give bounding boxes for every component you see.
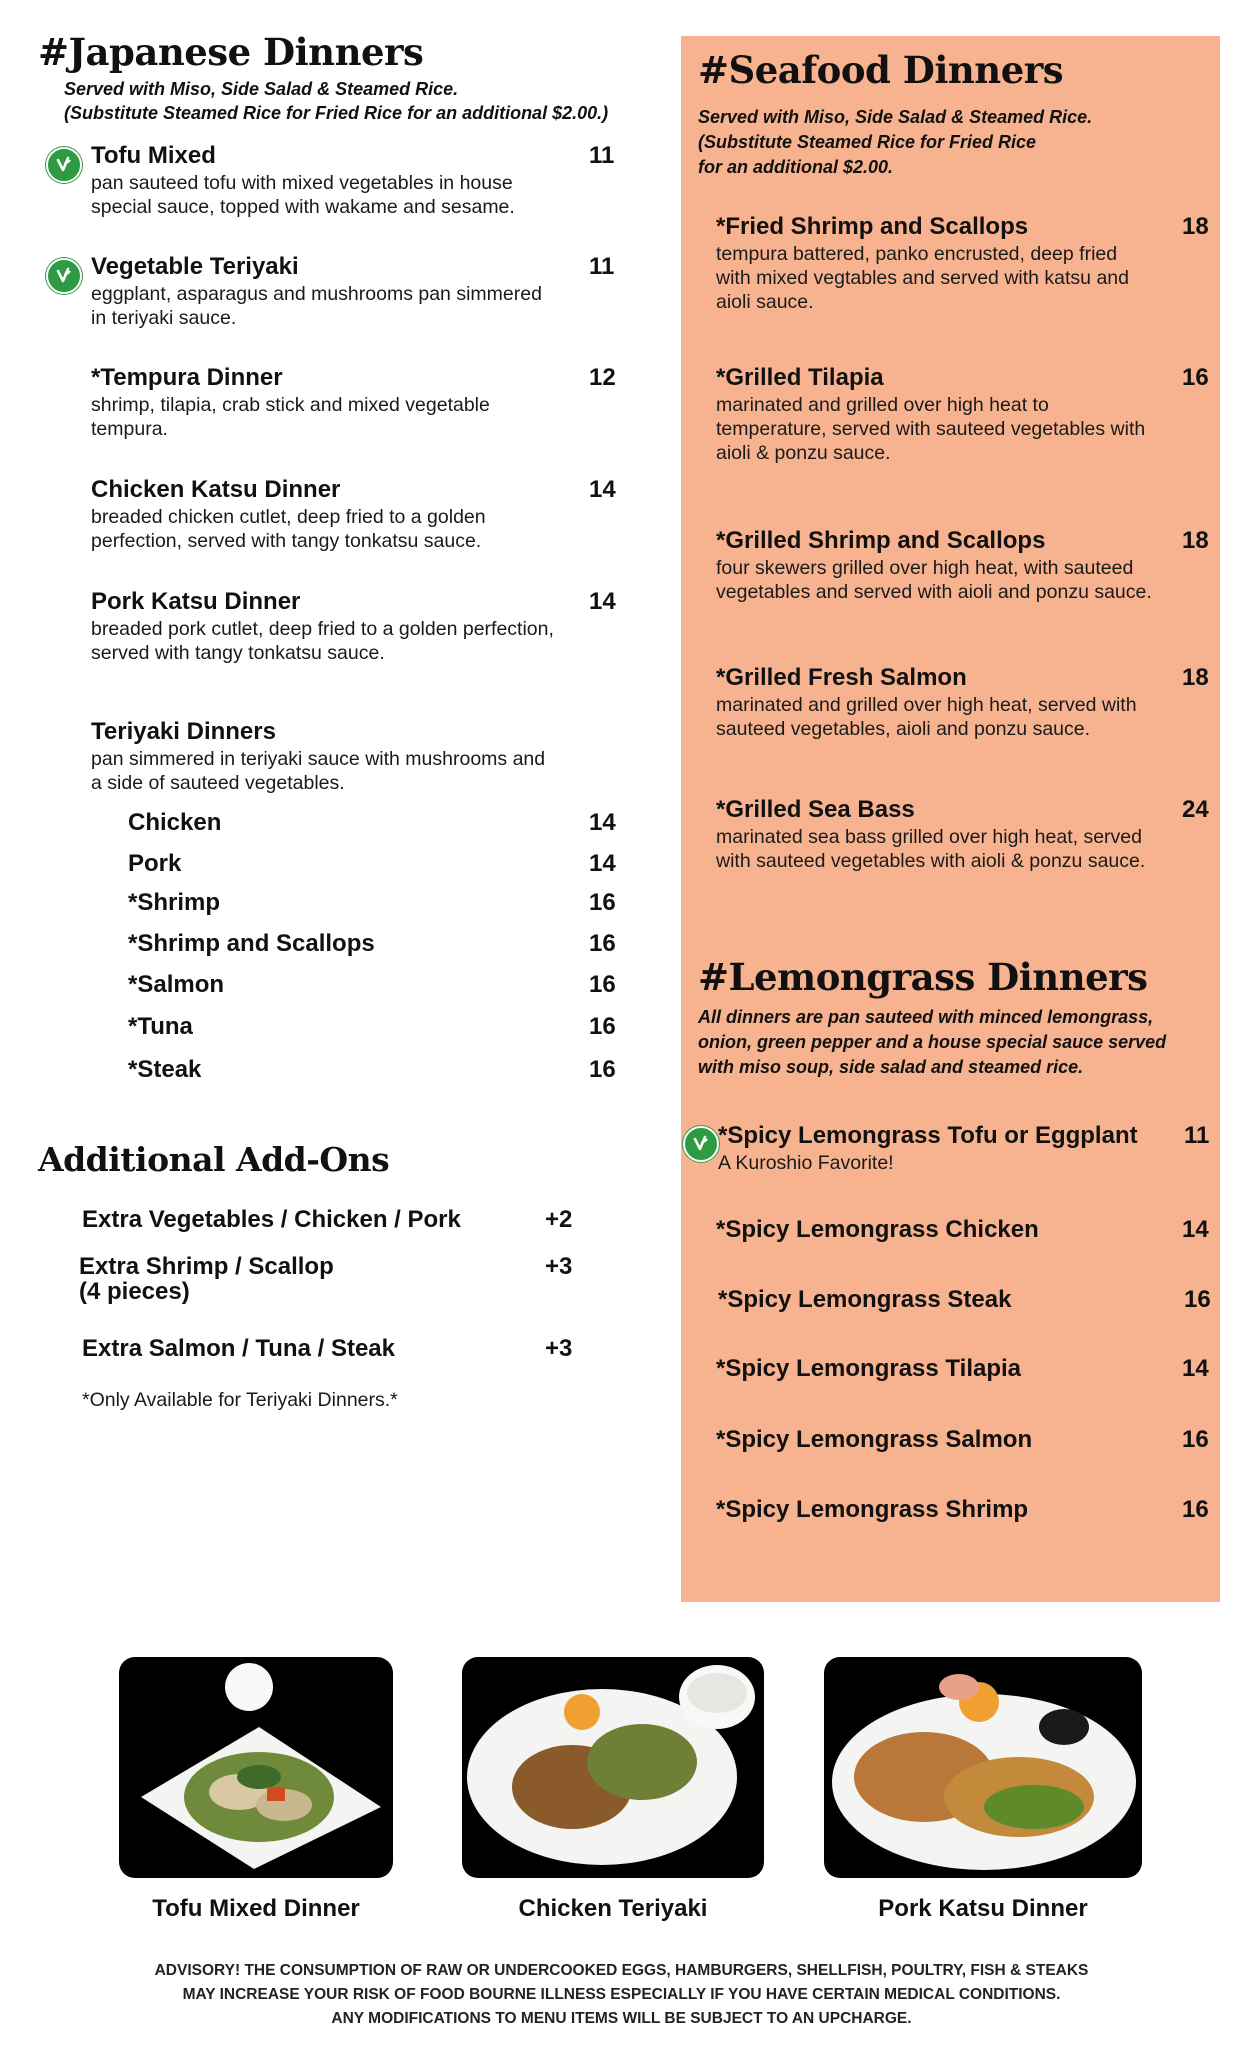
- menu-item-name: *Spicy Lemongrass Salmon: [716, 1426, 1033, 1453]
- menu-item-name: *Grilled Tilapia: [716, 364, 884, 391]
- menu-item-desc: shrimp, tilapia, crab stick and mixed vegetable: [91, 394, 490, 416]
- addon-price: +2: [545, 1206, 573, 1233]
- advisory-line-2: MAY INCREASE YOUR RISK OF FOOD BOURNE ILLNESS ESPECIALLY IF YOU HAVE CERTAIN MEDICAL CONDITIONS.: [182, 1986, 1061, 2003]
- seafood-subtitle-1: Served with Miso, Side Salad & Steamed Rice.: [698, 107, 1093, 127]
- menu-item-name: *Grilled Fresh Salmon: [716, 664, 967, 691]
- menu-item-price: 14: [589, 588, 616, 615]
- menu-item-name: *Tempura Dinner: [91, 364, 283, 391]
- lemongrass-subtitle-2: onion, green pepper and a house special sauce served: [698, 1032, 1167, 1052]
- menu-item-name: *Grilled Shrimp and Scallops: [716, 527, 1046, 554]
- menu-item-desc: breaded pork cutlet, deep fried to a golden perfection,: [91, 618, 554, 640]
- addons-title: Additional Add-Ons: [38, 1140, 390, 1179]
- menu-item-name: *Spicy Lemongrass Tofu or Eggplant: [718, 1122, 1138, 1149]
- menu-item-desc: special sauce, topped with wakame and sesame.: [91, 196, 515, 218]
- teriyaki-option-price: 16: [589, 889, 616, 916]
- menu-item-name: Tofu Mixed: [91, 142, 216, 169]
- menu-item-desc: in teriyaki sauce.: [91, 307, 237, 329]
- lemongrass-title: #Lemongrass Dinners: [698, 955, 1148, 999]
- lemongrass-subtitle-3: with miso soup, side salad and steamed rice.: [698, 1057, 1084, 1077]
- teriyaki-desc: a side of sauteed vegetables.: [91, 772, 345, 794]
- teriyaki-option-name: Chicken: [128, 809, 222, 836]
- menu-item-desc: perfection, served with tangy tonkatsu sauce.: [91, 530, 482, 552]
- japanese-subtitle-1: Served with Miso, Side Salad & Steamed Rice.: [64, 79, 459, 99]
- menu-item-name: Vegetable Teriyaki: [91, 253, 299, 280]
- menu-item-price: 14: [1182, 1216, 1209, 1243]
- teriyaki-option-name: *Steak: [128, 1056, 202, 1083]
- menu-item-price: 18: [1182, 527, 1209, 554]
- teriyaki-option-name: *Tuna: [128, 1013, 193, 1040]
- photo-caption: Tofu Mixed Dinner: [152, 1895, 360, 1922]
- menu-item-desc: breaded chicken cutlet, deep fried to a golden: [91, 506, 486, 528]
- menu-item-desc: A Kuroshio Favorite!: [718, 1152, 894, 1174]
- menu-item-desc: four skewers grilled over high heat, with sauteed: [716, 557, 1134, 579]
- teriyaki-option-price: 16: [589, 1013, 616, 1040]
- photo-pork-katsu-dinner: [824, 1657, 1142, 1878]
- menu-item-name: *Spicy Lemongrass Steak: [718, 1286, 1012, 1313]
- menu-item-name: *Fried Shrimp and Scallops: [716, 213, 1029, 240]
- menu-item-name: *Grilled Sea Bass: [716, 796, 915, 823]
- menu-item-desc: pan sauteed tofu with mixed vegetables in house: [91, 172, 513, 194]
- addon-price: +3: [545, 1253, 573, 1280]
- menu-item-desc: marinated sea bass grilled over high heat, served: [716, 826, 1142, 848]
- menu-item-price: 18: [1182, 213, 1209, 240]
- menu-item-price: 24: [1182, 796, 1209, 823]
- menu-item-price: 18: [1182, 664, 1209, 691]
- menu-item-desc: eggplant, asparagus and mushrooms pan simmered: [91, 283, 542, 305]
- teriyaki-option-price: 14: [589, 850, 616, 877]
- addon-name: Extra Salmon / Tuna / Steak: [82, 1335, 395, 1362]
- seafood-subtitle-2: (Substitute Steamed Rice for Fried Rice: [698, 132, 1037, 152]
- seafood-title: #Seafood Dinners: [698, 48, 1064, 92]
- advisory-line-1: ADVISORY! THE CONSUMPTION OF RAW OR UNDERCOOKED EGGS, HAMBURGERS, SHELLFISH, POULTRY, FISH & STEAKS: [154, 1962, 1089, 1979]
- menu-item-desc: marinated and grilled over high heat to: [716, 394, 1049, 416]
- photo-tofu-mixed-dinner: [119, 1657, 393, 1878]
- photo-chicken-teriyaki: [462, 1657, 764, 1878]
- menu-item-price: 11: [589, 142, 615, 169]
- photo-caption: Pork Katsu Dinner: [878, 1895, 1088, 1922]
- menu-item-desc: with mixed vegtables and served with katsu and: [716, 267, 1129, 289]
- menu-item-desc: tempura battered, panko encrusted, deep fried: [716, 243, 1118, 265]
- menu-item-name: Pork Katsu Dinner: [91, 588, 301, 615]
- menu-item-name: *Spicy Lemongrass Chicken: [716, 1216, 1039, 1243]
- addon-name: Extra Vegetables / Chicken / Pork: [82, 1206, 461, 1233]
- teriyaki-option-name: Pork: [128, 850, 182, 877]
- menu-item-price: 14: [589, 476, 616, 503]
- addon-price: +3: [545, 1335, 573, 1362]
- teriyaki-option-name: *Shrimp: [128, 889, 221, 916]
- teriyaki-option-price: 16: [589, 930, 616, 957]
- menu-item-desc: vegetables and served with aioli and ponzu sauce.: [716, 581, 1152, 603]
- teriyaki-option-price: 14: [589, 809, 616, 836]
- teriyaki-heading: Teriyaki Dinners: [91, 718, 276, 745]
- teriyaki-option-name: *Shrimp and Scallops: [128, 930, 375, 957]
- menu-item-price: 12: [589, 364, 616, 391]
- teriyaki-option-price: 16: [589, 1056, 616, 1083]
- japanese-title: #Japanese Dinners: [38, 30, 424, 74]
- addons-note: *Only Available for Teriyaki Dinners.*: [82, 1389, 398, 1411]
- menu-item-name: Chicken Katsu Dinner: [91, 476, 341, 503]
- japanese-subtitle-2: (Substitute Steamed Rice for Fried Rice for an additional $2.00.): [64, 103, 609, 123]
- menu-item-desc: temperature, served with sauteed vegetables with: [716, 418, 1146, 440]
- vegan-icon: [46, 258, 82, 294]
- menu-item-price: 16: [1184, 1286, 1211, 1313]
- addon-name-detail: (4 pieces): [79, 1278, 190, 1305]
- teriyaki-option-name: *Salmon: [128, 971, 225, 998]
- menu-item-price: 16: [1182, 1496, 1209, 1523]
- photo-caption: Chicken Teriyaki: [518, 1895, 708, 1922]
- teriyaki-option-price: 16: [589, 971, 616, 998]
- vegan-icon: [683, 1126, 719, 1162]
- menu-item-price: 11: [589, 253, 615, 280]
- addon-name: Extra Shrimp / Scallop: [79, 1253, 334, 1280]
- lemongrass-subtitle-1: All dinners are pan sauteed with minced lemongrass,: [698, 1007, 1154, 1027]
- vegan-icon: [46, 147, 82, 183]
- menu-item-desc: aioli & ponzu sauce.: [716, 442, 891, 464]
- menu-item-price: 14: [1182, 1355, 1209, 1382]
- menu-item-desc: with sauteed vegetables with aioli & ponzu sauce.: [716, 850, 1146, 872]
- menu-item-price: 16: [1182, 1426, 1209, 1453]
- menu-item-desc: aioli sauce.: [716, 291, 814, 313]
- menu-item-desc: served with tangy tonkatsu sauce.: [91, 642, 385, 664]
- menu-item-desc: sauteed vegetables, aioli and ponzu sauce.: [716, 718, 1091, 740]
- menu-item-price: 16: [1182, 364, 1209, 391]
- menu-item-name: *Spicy Lemongrass Shrimp: [716, 1496, 1029, 1523]
- menu-item-name: *Spicy Lemongrass Tilapia: [716, 1355, 1022, 1382]
- menu-item-desc: tempura.: [91, 418, 168, 440]
- teriyaki-desc: pan simmered in teriyaki sauce with mushrooms and: [91, 748, 546, 770]
- menu-item-price: 11: [1184, 1122, 1210, 1149]
- menu-item-desc: marinated and grilled over high heat, served with: [716, 694, 1137, 716]
- advisory-line-3: ANY MODIFICATIONS TO MENU ITEMS WILL BE SUBJECT TO AN UPCHARGE.: [331, 2010, 912, 2027]
- seafood-subtitle-3: for an additional $2.00.: [698, 157, 894, 177]
